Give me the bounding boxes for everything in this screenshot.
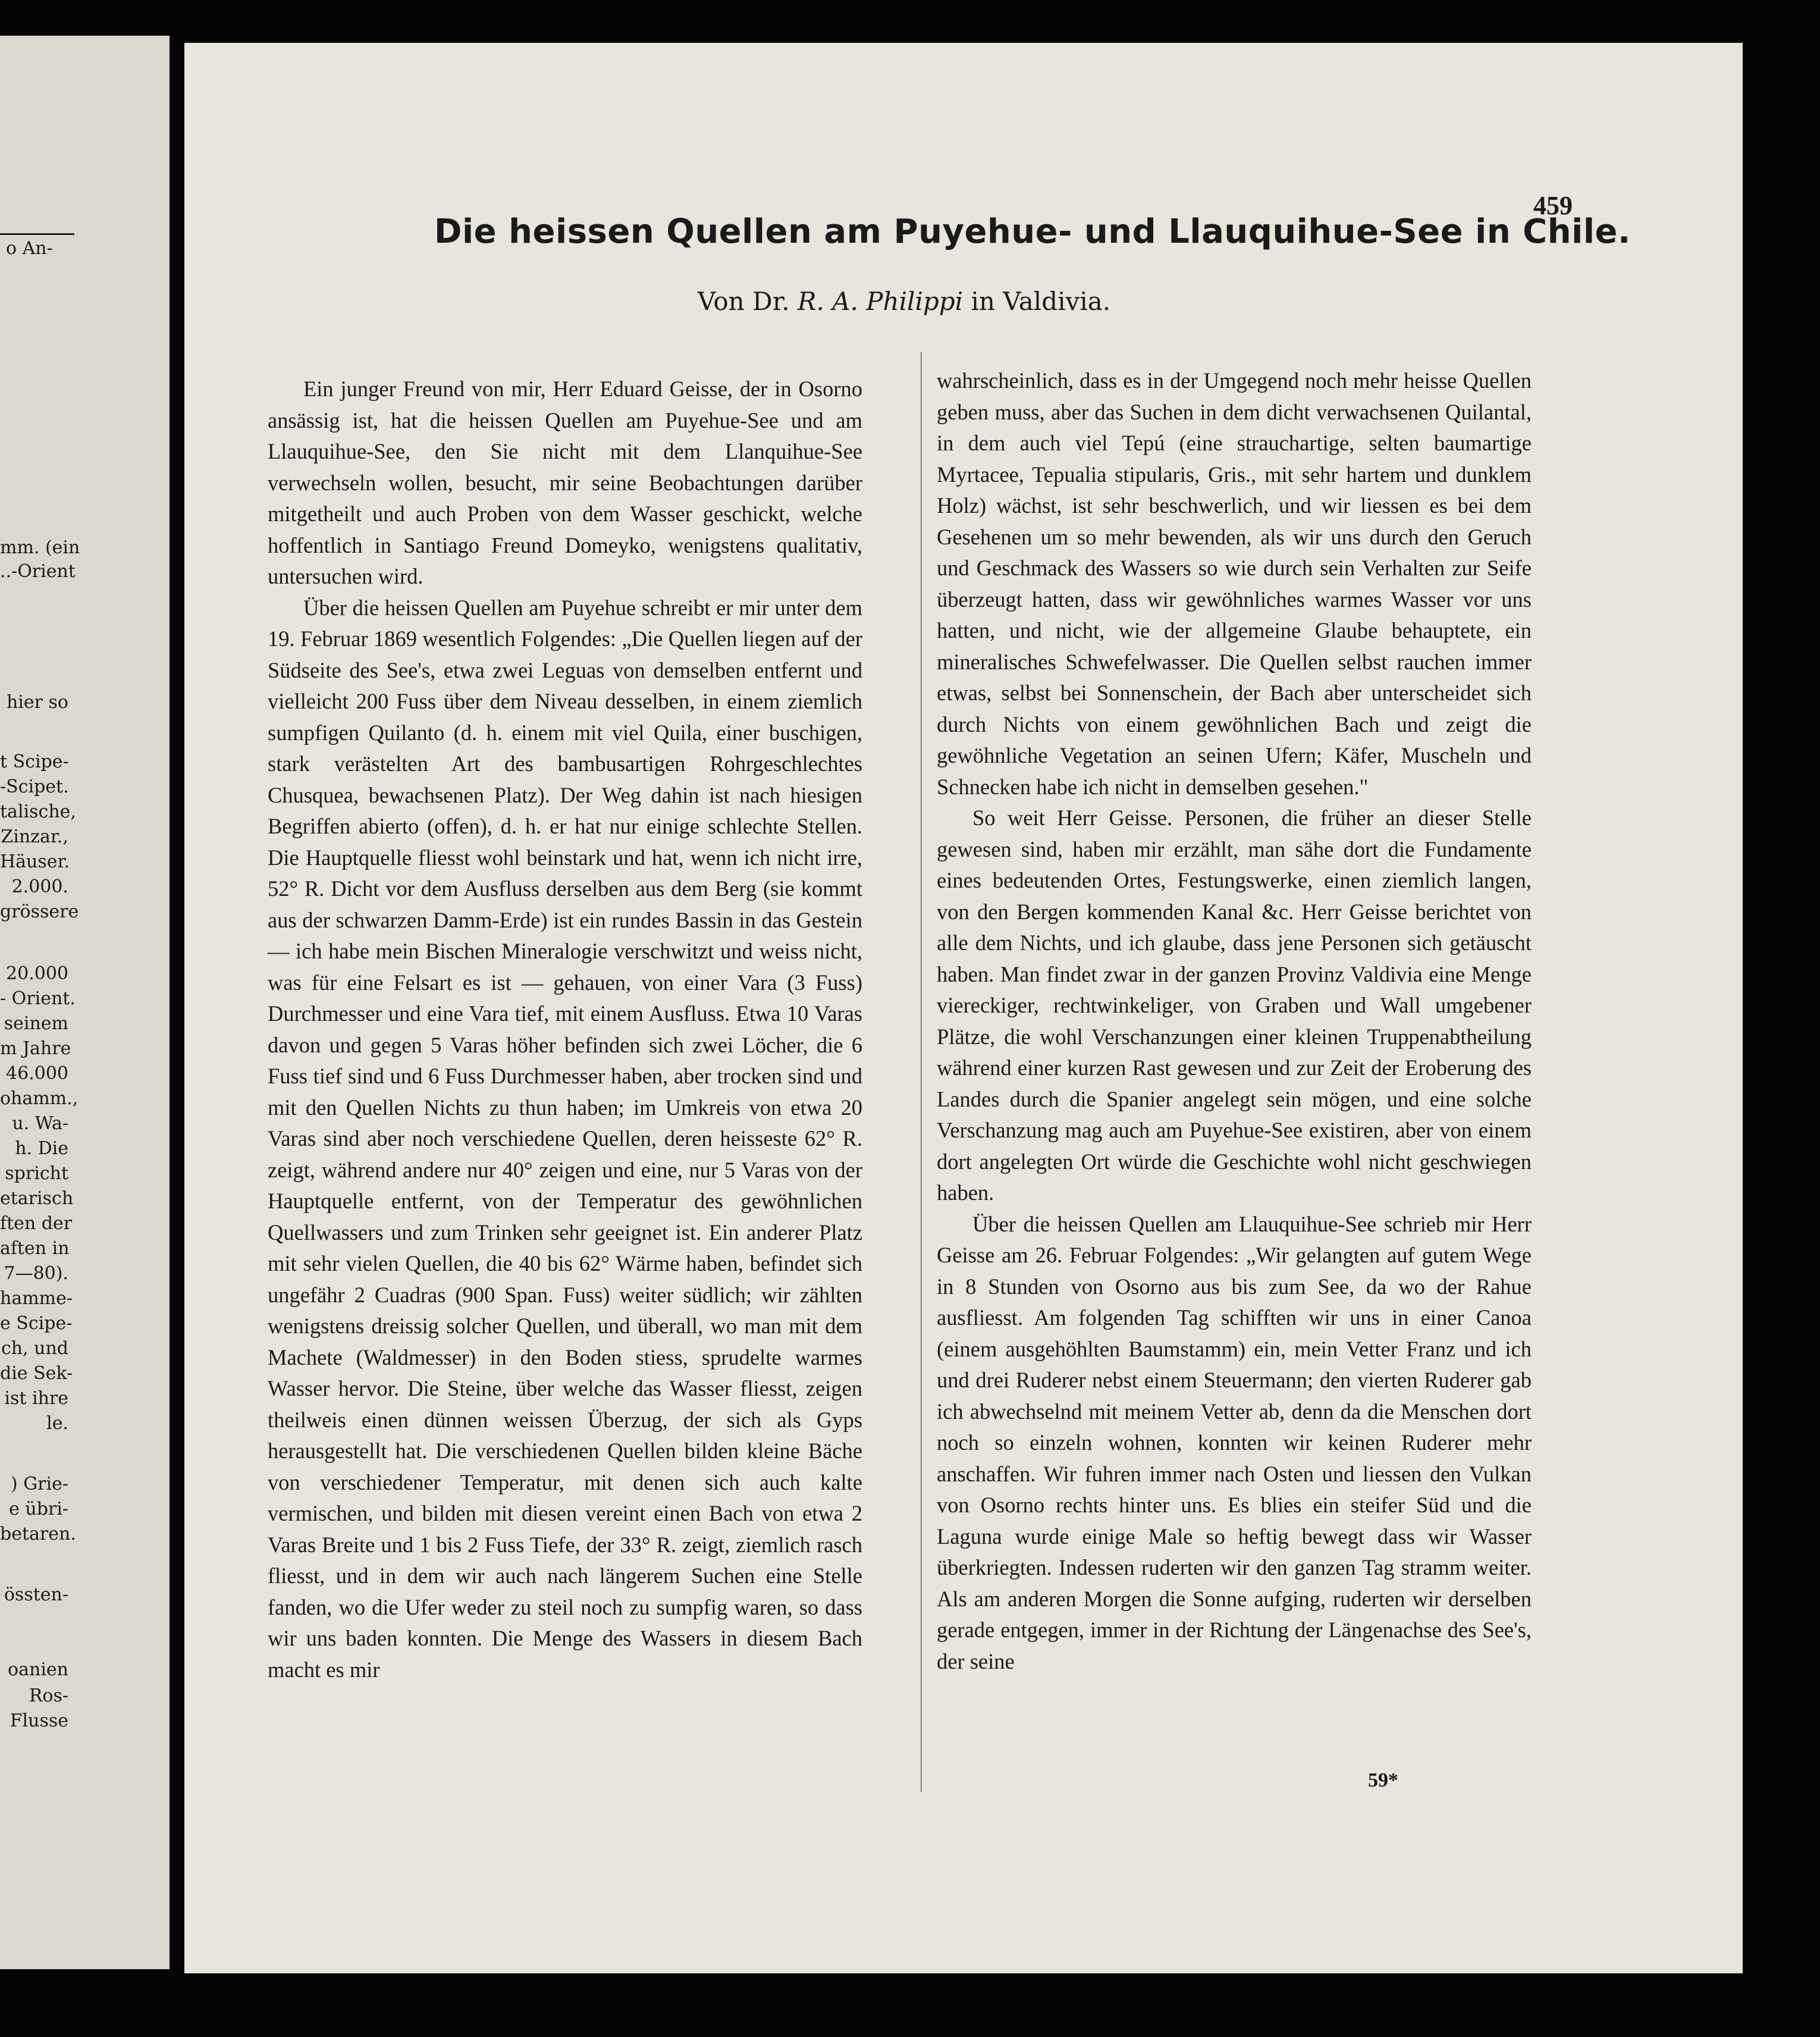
- column-divider: [921, 352, 922, 1792]
- paragraph: Über die heissen Quellen am Llauquihue-See schrieb mir Herr Geisse am 26. Februar Folgendes: „Wir gelangten auf gutem Wege in 8 Stunden von Osorno aus bis zum See, da wo der Rahue ausfliesst. Am folgenden Tag schifften wir uns in einer Canoa (einem ausgehöhlten Baumstamm) ein, mein Vetter Franz und ich und drei Ruderer nebst einem Steuermann; den vierten Ruderer gab ich abwechselnd mit meinem Vetter ab, denn da die Menschen dort noch so einzeln wohnen, konnten wir keinen Ruderer mehr anschaffen. Wir fuhren immer nach Osten und liessen den Vulkan von Osorno rechts hinter uns. Es blies ein steifer Süd und die Laguna wurde einige Male so heftig bewegt dass wir Wasser überkriegten. Indessen ruderten wir den ganzen Tag stramm weiter. Als am anderen Morgen die Sonne aufging, ruderten wir derselben gerade entgegen, immer in der Richtung der Längenachse des See's, der seine: [937, 1211, 1532, 1674]
- prev-text-fragment: ..-Orient: [0, 561, 76, 582]
- byline: [636, 287, 1172, 316]
- prev-text-fragment: spricht: [5, 1163, 68, 1184]
- prev-text-fragment: 46.000: [6, 1063, 68, 1084]
- prev-text-fragment: die Sek-: [0, 1363, 73, 1384]
- paragraph: wahrscheinlich, dass es in der Umgegend noch mehr heisse Quellen geben muss, aber das Suchen in dem dicht verwachsenen Quilantal, in dem auch viel Tepú (eine strauchartige, selten baumartige Myrtacee, Tepualia stipularis, Gris., mit sehr hartem und dunklem Holz) wächst, ist sehr beschwerlich, und wir liessen es bei dem Gesehenen um so mehr bewenden, als wir uns durch den Geruch und Geschmack des Wassers so wie durch sein Verhalten zur Seife überzeugt hatten, dass wir gewöhnliches warmes Wasser vor uns hatten, und nicht, wie der allgemeine Glaube behauptete, ein mineralisches Schwefelwasser. Die Quellen selbst rauchen immer etwas, selbst bei Sonnenschein, der Bach aber unterscheidet sich durch Nichts von einem gewöhnlichen Bach und zeigt die gewöhnliche Vegetation an seinen Ufern; Käfer, Muscheln und Schnecken habe ich nicht in demselben gesehen.": [937, 368, 1532, 799]
- byline-author: R. A. Philippi: [797, 287, 964, 316]
- paragraph: So weit Herr Geisse. Personen, die früher an dieser Stelle gewesen sind, haben mir erzählt, man sähe dort die Fundamente eines bedeutenden Ortes, Festungswerke, einen ziemlich langen, von den Bergen kommenden Kanal &c. Herr Geisse berichtet von alle dem Nichts, und ich glaube, dass jene Personen sich getäuscht haben. Man findet zwar in der ganzen Provinz Valdivia eine Menge viereckiger, rechtwinkeliger, von Graben und Wall umgebener Plätze, die wohl Verschanzungen einer kleinen Truppenabtheilung während einer kurzen Rast gewesen und zur Zeit der Eroberung des Landes durch die Spanier angelegt sein mögen, und eine solche Verschanzung mag auch am Puyehue-See existiren, aber von einem dort angelegten Ort würde die Geschichte wohl nicht geschwiegen haben.: [937, 806, 1532, 1205]
- prev-text-fragment: betaren.: [0, 1524, 76, 1544]
- prev-text-fragment: mm. (ein: [0, 537, 80, 558]
- prev-text-fragment: Flusse: [10, 1710, 68, 1731]
- previous-page-edge: [0, 36, 170, 1969]
- prev-text-fragment: ) Grie-: [10, 1474, 68, 1494]
- prev-text-fragment: ften der: [0, 1213, 73, 1234]
- prev-text-fragment: - Orient.: [0, 988, 76, 1009]
- prev-text-fragment: etarisch: [0, 1188, 74, 1209]
- prev-text-fragment: e Scipe-: [0, 1313, 73, 1334]
- prev-text-fragment: oanien: [8, 1659, 68, 1680]
- prev-text-fragment: hamme-: [0, 1288, 73, 1309]
- prev-text-fragment: e übri-: [9, 1499, 68, 1519]
- prev-text-fragment: 2.000.: [11, 876, 68, 897]
- prev-text-fragment: Zinzar.,: [1, 826, 68, 847]
- header-rule: [0, 233, 74, 235]
- prev-text-fragment: m Jahre: [0, 1038, 71, 1059]
- signature-mark: 59*: [1368, 1769, 1398, 1791]
- prev-text-fragment: h. Die: [15, 1138, 68, 1159]
- byline-prefix: Von Dr.: [697, 287, 790, 316]
- left-column: [268, 374, 862, 1685]
- prev-text-fragment: ch, und: [1, 1338, 68, 1359]
- article-title: Die heissen Quellen am Puyehue- und Llauquihue-See in Chile.: [434, 212, 1631, 251]
- prev-text-fragment: aften in: [0, 1238, 70, 1259]
- prev-text-fragment: 7—80).: [4, 1263, 68, 1284]
- prev-text-fragment: Häuser.: [0, 851, 70, 872]
- prev-text-fragment: ohamm.,: [0, 1088, 79, 1109]
- prev-page-header: o An-: [6, 238, 53, 259]
- page-number: 459: [1533, 191, 1573, 220]
- prev-text-fragment: ist ihre: [4, 1388, 68, 1409]
- prev-text-fragment: össten-: [4, 1584, 68, 1605]
- paragraph: Über die heissen Quellen am Puyehue schreibt er mir unter dem 19. Februar 1869 wesentlich Folgendes: „Die Quellen liegen auf der Südseite des See's, etwa zwei Leguas von demselben entfernt und vielleicht 200 Fuss über dem Niveau desselben, in einem ziemlich sumpfigen Quilanto (d. h. einem mit viel Quila, einer buschigen, stark verästelten Art des bambusartigen Rohrgeschlechtes Chusquea, bewachsenen Platz). Der Weg dahin ist nach hiesigen Begriffen abierto (offen), d. h. er hat nur einige schlechte Stellen. Die Hauptquelle fliesst wohl beinstark und hat, wenn ich nicht irre, 52° R. Dicht vor dem Ausfluss derselben aus dem Berg (sie kommt aus der schwarzen Damm-Erde) ist ein rundes Bassin in das Gestein — ich habe mein Bischen Mineralogie verschwitzt und weiss nicht, was für eine Felsart es ist — gehauen, von einer Vara (3 Fuss) Durchmesser und eine Vara tief, mit einem Ausfluss. Etwa 10 Varas davon und gegen 5 Varas höher befinden sich zwei Löcher, die 6 Fuss tief sind und 6 Fuss Durchmesser haben, aber trocken sind und mit den Quellen Nichts zu thun haben; im Umkreis von etwa 20 Varas sind aber noch verschiedene Quellen, deren heisseste 62° R. zeigt, während andere nur 40° zeigen und eine, nur 5 Varas von der Hauptquelle entfernt, von der Temperatur des gewöhnlichen Quellwassers und zum Trinken sehr geeignet ist. Ein anderer Platz mit sehr vielen Quellen, die 40 bis 62° Wärme haben, befindet sich ungefähr 2 Cuadras (900 Span. Fuss) weiter südlich; wir zählten wenigstens dreissig solcher Quellen, und überall, wo man mit dem Machete (Waldmesser) in den Boden stiess, sprudelte warmes Wasser hervor. Die Steine, über welche das Wasser fliesst, zeigen theilweis einen dünnen weissen Überzug, der sich als Gyps herausgestellt hat. Die verschiedenen Quellen bilden kleine Bäche von verschiedener Temperatur, mit denen sich auch kalte vermischen, und bilden mit diesen vereint einen Bach von etwa 2 Varas Breite und 1 bis 2 Fuss Tiefe, der 33° R. zeigt, ziemlich rasch fliesst, und in dem wir auch nach längerem Suchen eine Stelle fanden, wo die Ufer weder zu steil noch zu sumpfig waren, so dass wir uns baden konnten. Die Menge des Wassers in diesem Bach macht es mir: [268, 595, 862, 1682]
- prev-text-fragment: hier so: [6, 692, 68, 713]
- byline-suffix: in Valdivia.: [971, 287, 1111, 316]
- paragraph: Ein junger Freund von mir, Herr Eduard Geisse, der in Osorno ansässig ist, hat die heissen Quellen am Puyehue-See und am Llauquihue-See, den Sie nicht mit dem Llanquihue-See verwechseln wollen, besucht, mir seine Beobachtungen darüber mitgetheilt und auch Proben von dem Wasser geschickt, welche hoffentlich in Santiago Freund Domeyko, wenigstens qualitativ, untersuchen wird.: [268, 377, 862, 588]
- prev-text-fragment: Ros-: [29, 1685, 68, 1706]
- book-page: [184, 43, 1743, 1973]
- prev-text-fragment: le.: [46, 1413, 68, 1434]
- right-column: [937, 365, 1532, 1677]
- prev-text-fragment: 20.000: [6, 963, 68, 984]
- prev-text-fragment: t Scipe-: [0, 751, 69, 772]
- prev-text-fragment: -Scipet.: [0, 776, 69, 797]
- prev-text-fragment: grössere: [0, 901, 79, 922]
- prev-text-fragment: seinem: [4, 1013, 68, 1034]
- prev-text-fragment: talische,: [0, 801, 76, 822]
- prev-text-fragment: u. Wa-: [12, 1113, 68, 1134]
